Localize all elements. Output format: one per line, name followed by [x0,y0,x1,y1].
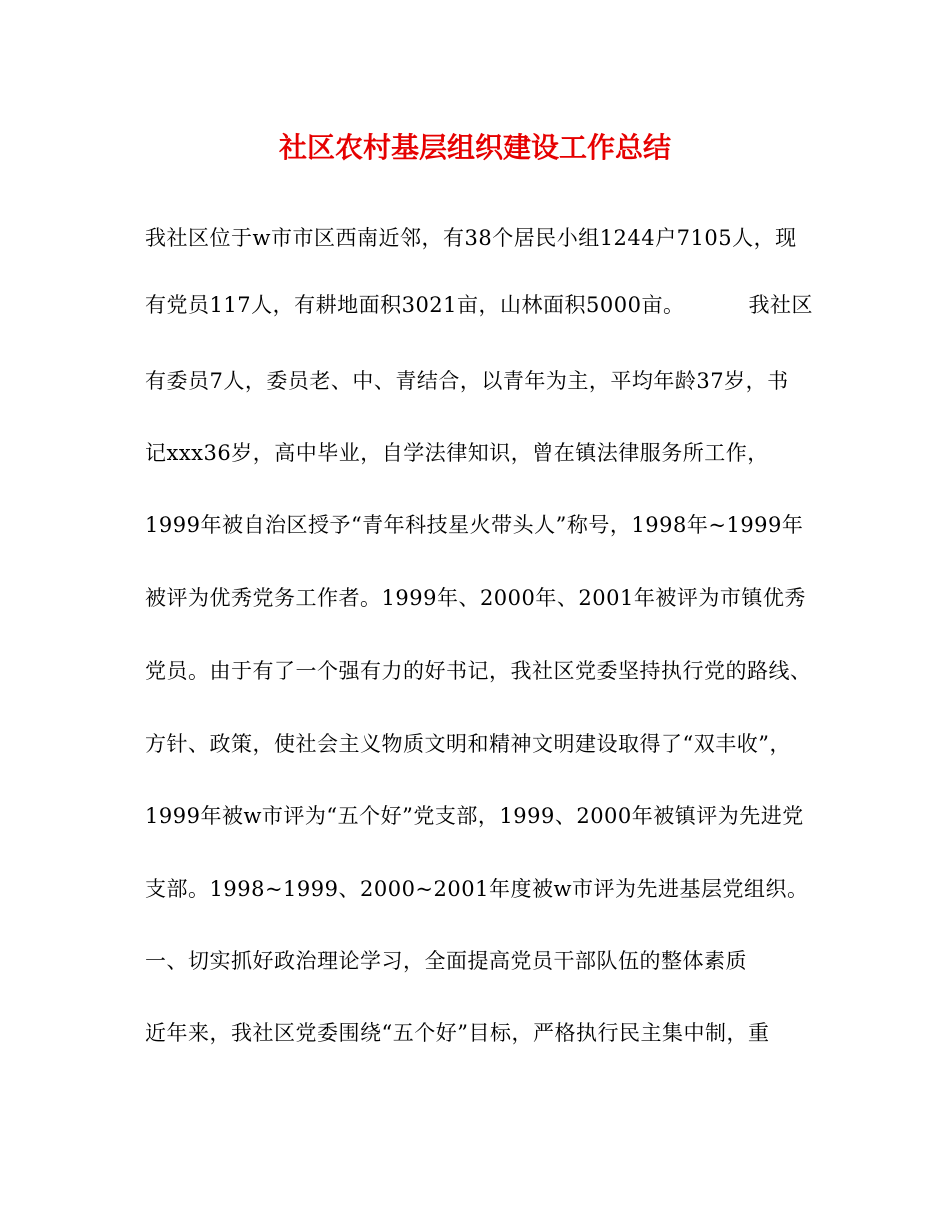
body-line-5: 1999年被自治区授予“青年科技星火带头人”称号，1998年~1999年 [145,513,804,537]
body-line-7: 党员。由于有了一个强有力的好书记，我社区党委坚持执行党的路线、 [145,659,812,683]
body-line-11: 近年来，我社区党委围绕“五个好”目标，严格执行民主集中制，重 [145,1021,770,1045]
body-line-2-text: 有党员117人，有耕地面积3021亩，山林面积5000亩。 [145,293,685,317]
body-line-2 [145,290,813,320]
body-line-10: 支部。1998~1999、2000~2001年度被w市评为先进基层党组织。 [145,877,809,901]
body-line-2-tail: 我社区 [748,293,813,317]
body-line-8: 方针、政策，使社会主义物质文明和精神文明建设取得了“双丰收”， [145,732,791,756]
body-line-6: 被评为优秀党务工作者。1999年、2000年、2001年被评为市镇优秀 [145,586,806,610]
body-line-1: 我社区位于w市市区西南近邻，有38个居民小组1244户7105人，现 [145,226,797,250]
document-title: 社区农村基层组织建设工作总结 [278,131,671,164]
body-line-9: 1999年被w市评为“五个好”党支部，1999、2000年被镇评为先进党 [145,804,804,828]
body-line-3: 有委员7人，委员老、中、青结合，以青年为主，平均年龄37岁，书 [145,369,789,393]
section-heading-1: 一、切实抓好政治理论学习，全面提高党员干部队伍的整体素质 [145,949,747,973]
body-line-4: 记xxx36岁，高中毕业，自学法律知识，曾在镇法律服务所工作， [145,441,769,465]
